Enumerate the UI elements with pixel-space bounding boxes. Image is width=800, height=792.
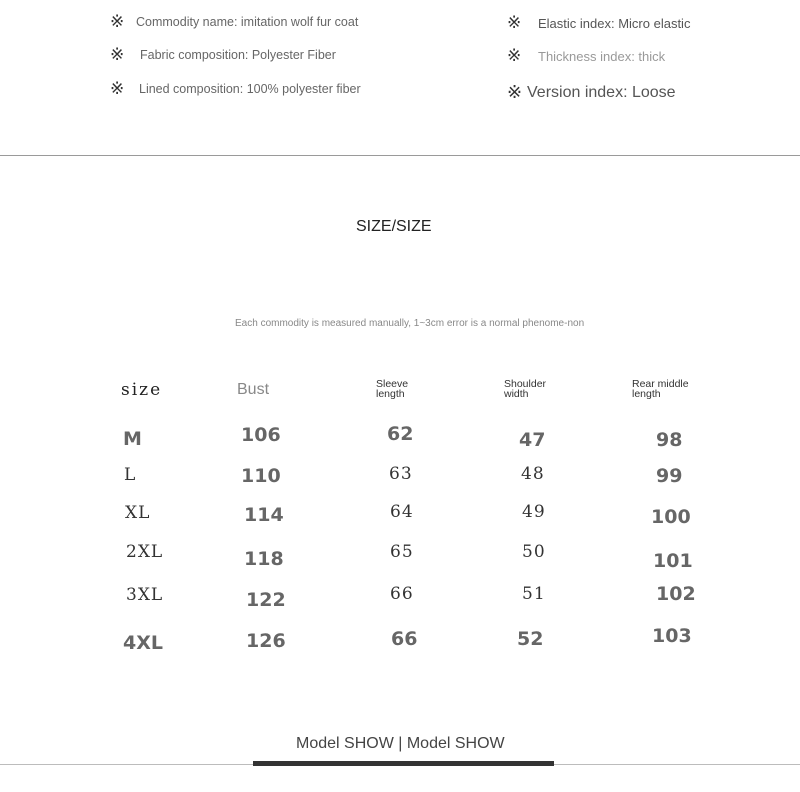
spec-text: Elastic index: Micro elastic <box>538 15 691 31</box>
cell-size: 4XL <box>123 632 163 654</box>
cell-shoulder: 50 <box>522 542 546 562</box>
header-shoulder-width: Shoulder width <box>504 378 547 400</box>
reference-mark-icon: ※ <box>507 82 523 103</box>
spec-commodity-name <box>110 12 358 32</box>
cell-sleeve: 63 <box>389 464 413 484</box>
footer-accent-bar <box>253 761 554 766</box>
size-section-title: SIZE/SIZE <box>356 218 432 235</box>
header-size: size <box>121 380 163 400</box>
spec-text: Commodity name: imitation wolf fur coat <box>136 15 359 29</box>
cell-bust: 114 <box>244 504 284 526</box>
cell-shoulder: 48 <box>521 464 545 484</box>
measurement-note: Each commodity is measured manually, 1~3cm error is a normal phenome-non <box>235 318 585 329</box>
spec-fabric <box>110 45 336 65</box>
cell-rear: 103 <box>652 625 692 647</box>
cell-bust: 122 <box>246 589 286 611</box>
spec-text: Version index: Loose <box>527 83 676 101</box>
cell-rear: 99 <box>656 465 683 487</box>
cell-bust: 118 <box>244 548 284 570</box>
header-sleeve-length: Sleeve length <box>376 378 409 400</box>
cell-bust: 126 <box>246 630 286 652</box>
cell-size: 2XL <box>126 542 164 562</box>
cell-size: M <box>123 428 142 450</box>
spec-text: Fabric composition: Polyester Fiber <box>140 48 336 62</box>
cell-rear: 100 <box>651 506 691 528</box>
cell-rear: 98 <box>656 429 683 451</box>
cell-rear: 101 <box>653 550 693 572</box>
reference-mark-icon: ※ <box>110 79 125 99</box>
cell-bust: 110 <box>241 465 281 487</box>
spec-thickness <box>507 46 665 66</box>
cell-bust: 106 <box>241 424 281 446</box>
spec-elastic <box>507 13 690 33</box>
spec-text: Thickness index: thick <box>538 48 666 64</box>
cell-shoulder: 49 <box>522 502 546 522</box>
cell-shoulder: 47 <box>519 429 546 451</box>
cell-sleeve: 66 <box>391 628 418 650</box>
cell-shoulder: 51 <box>522 584 546 604</box>
reference-mark-icon: ※ <box>507 13 522 33</box>
section-divider <box>0 155 800 156</box>
cell-sleeve: 62 <box>387 423 414 445</box>
reference-mark-icon: ※ <box>507 46 522 66</box>
cell-sleeve: 66 <box>390 584 414 604</box>
model-show-title: Model SHOW | Model SHOW <box>296 735 505 752</box>
header-rear-middle-length: Rear middle length <box>632 378 689 400</box>
cell-sleeve: 64 <box>390 502 414 522</box>
cell-size: 3XL <box>126 585 164 605</box>
cell-rear: 102 <box>656 583 696 605</box>
spec-lining <box>110 79 361 99</box>
cell-sleeve: 65 <box>390 542 414 562</box>
cell-size: XL <box>125 503 151 523</box>
cell-size: L <box>124 465 137 485</box>
spec-version <box>507 82 676 103</box>
spec-text: Lined composition: 100% polyester fiber <box>139 82 361 96</box>
reference-mark-icon: ※ <box>110 45 125 65</box>
cell-shoulder: 52 <box>517 628 544 650</box>
reference-mark-icon: ※ <box>110 12 125 32</box>
header-bust: Bust <box>237 381 270 398</box>
